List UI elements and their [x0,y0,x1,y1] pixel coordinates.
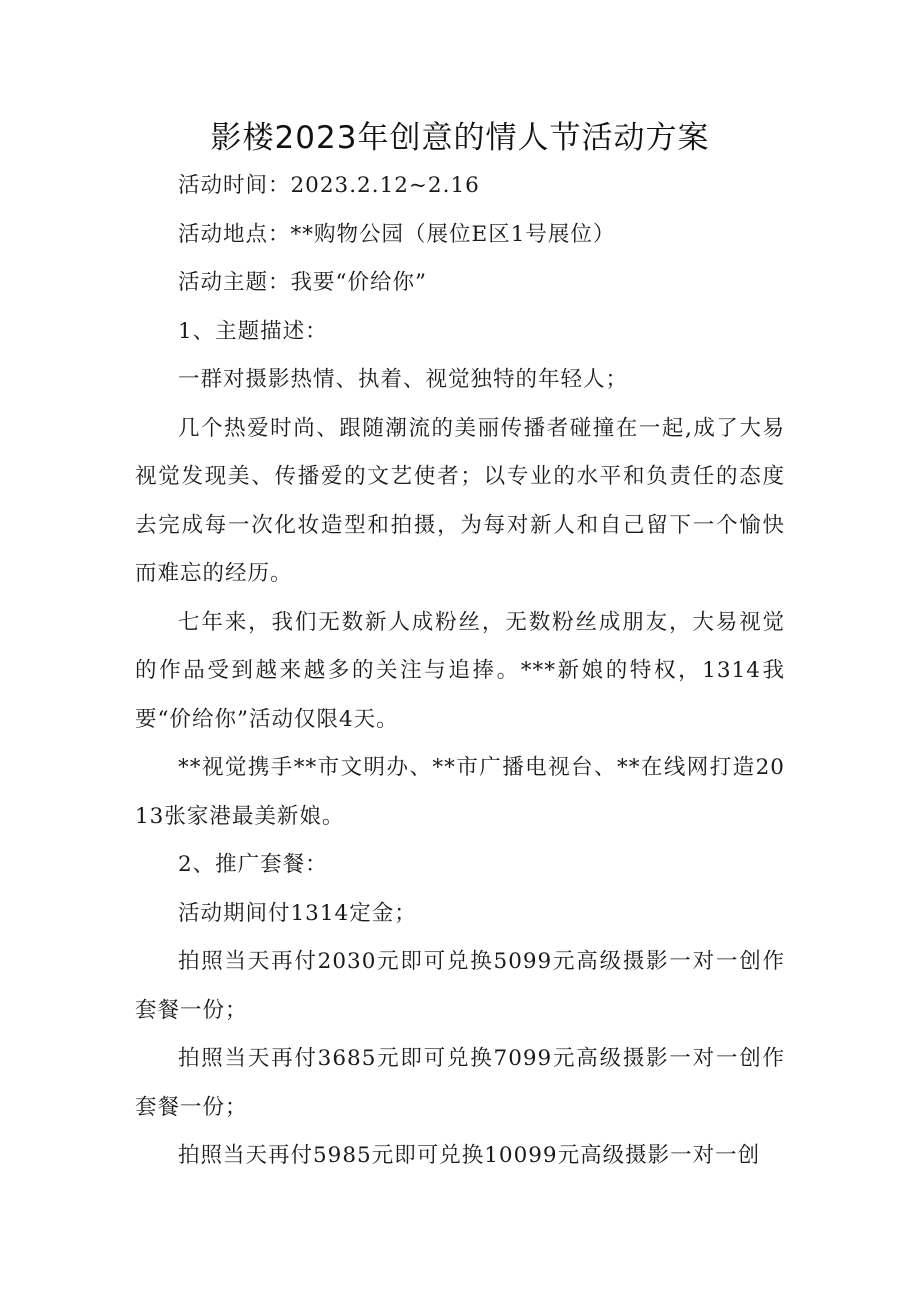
section-heading-packages: 2、推广套餐： [178,852,328,877]
paragraph-package-3: 拍照当天再付5985元即可兑换10099元高级摄影一对一创 [178,1143,761,1168]
paragraph-activity-theme: 活动主题：我要“价给你” [178,270,427,295]
paragraph-package-1: 拍照当天再付2030元即可兑换5099元高级摄影一对一创作套餐一份； [135,949,785,1023]
section-heading-theme-description: 1、主题描述： [178,318,328,344]
document-body [135,162,785,1181]
paragraph-package-2: 拍照当天再付3685元即可兑换7099元高级摄影一对一创作套餐一份； [135,1046,785,1120]
paragraph-deposit: 活动期间付1314定金； [178,900,417,926]
paragraph-description-4: **视觉携手**市文明办、**市广播电视台、**在线网打造2013张家港最美新娘。 [135,755,785,829]
paragraph-activity-location: 活动地点：**购物公园（展位E区1号展位） [178,221,616,247]
paragraph-activity-time: 活动时间：2023.2.12~2.16 [178,173,480,198]
paragraph-description-1: 一群对摄影热情、执着、视觉独特的年轻人； [178,367,629,392]
document-title: 影楼2023年创意的情人节活动方案 [210,120,710,156]
paragraph-description-3: 七年来，我们无数新人成粉丝，无数粉丝成朋友，大易视觉的作品受到越来越多的关注与追捧。***新娘的特权，1314我要“价给你”活动仅限4天。 [135,609,785,732]
paragraph-description-2: 几个热爱时尚、跟随潮流的美丽传播者碰撞在一起,成了大易视觉发现美、传播爱的文艺使者；以专业的水平和负责任的态度去完成每一次化妆造型和拍摄，为每对新人和自己留下一个愉快而难忘的经历。 [135,415,785,586]
